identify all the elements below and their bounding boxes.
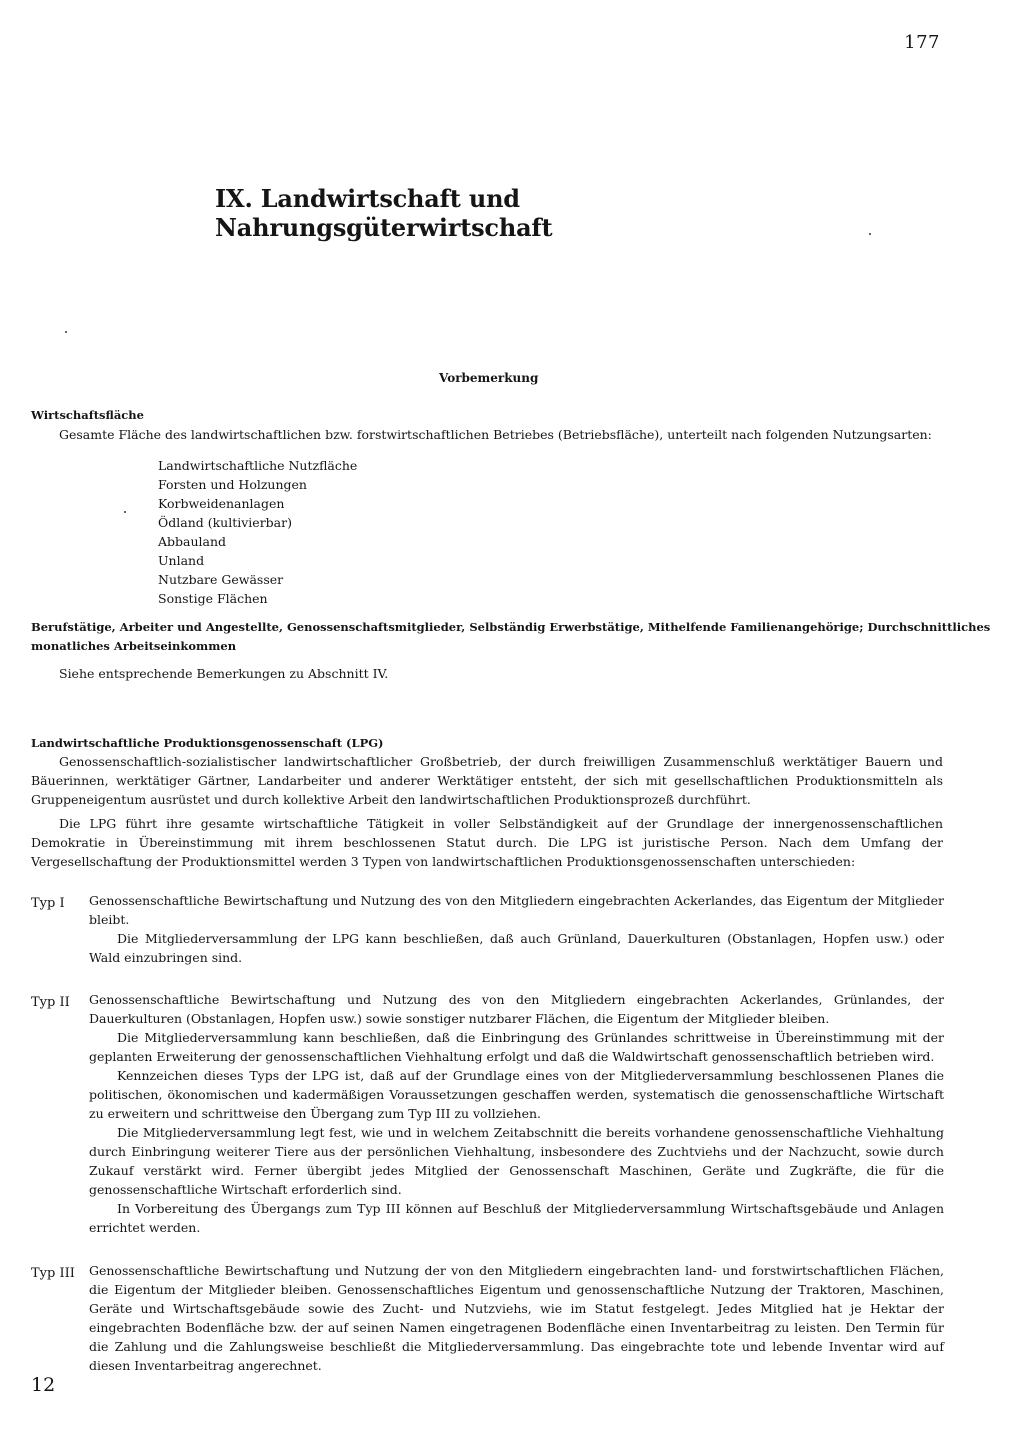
- list-item: Abbauland: [158, 534, 227, 549]
- type-description: [89, 990, 944, 1237]
- type-description: [89, 1261, 944, 1375]
- type-description: [89, 891, 944, 967]
- land-use-list: [158, 456, 357, 608]
- list-item: Forsten und Holzungen: [158, 477, 307, 492]
- list-item: Korbweidenanlagen: [158, 496, 285, 511]
- footer-number: 12: [31, 1374, 56, 1396]
- list-item: Unland: [158, 553, 205, 568]
- type-paragraph: Die Mitgliederversammlung der LPG kann beschließen, daß auch Grünland, Dauerkulturen (Obstanlagen, Hopfen usw.) oder Wald einzubringen sind.: [89, 931, 944, 965]
- type-paragraph: Kennzeichen dieses Typs der LPG ist, daß auf der Grundlage eines von der Mitgliederversammlung beschlossenen Planes die politischen, ökonomischen und kadermäßigen Voraussetzungen geschaffen werden, systematisch die genossenschaftliche Wirtschaft zu erweitern und schrittweise den Übergang zum Typ III zu vollziehen.: [89, 1068, 944, 1121]
- page-number: 177: [904, 32, 940, 53]
- type-label: Typ III: [31, 1266, 75, 1281]
- type-paragraph: Genossenschaftliche Bewirtschaftung und Nutzung des von den Mitgliedern eingebrachten Ackerlandes, das Eigentum der Mitglieder bleibt.: [89, 893, 944, 927]
- wirtschaftsflaeche-text: Gesamte Fläche des landwirtschaftlichen bzw. forstwirtschaftlichen Betriebes (Betriebsfläche), unterteilt nach folgenden Nutzungsarten:: [59, 427, 932, 442]
- lpg-heading: Landwirtschaftliche Produktionsgenossenschaft (LPG): [31, 736, 384, 750]
- list-item: Sonstige Flächen: [158, 591, 268, 606]
- lpg-paragraph-1: Genossenschaftlich-sozialistischer landwirtschaftlicher Großbetrieb, der durch freiwilligen Zusammenschluß werktätiger Bauern und Bäuerinnen, werktätiger Gärtner, Landarbeiter und anderer Werktätiger entsteht, der sich mit gesellschaftlichen Produktionsmitteln als Gruppeneigentum ausrüstet und durch kollektive Arbeit den landwirtschaftlichen Produktionsprozeß durchführt.: [31, 754, 943, 807]
- type-paragraph: Genossenschaftliche Bewirtschaftung und Nutzung der von den Mitgliedern eingebrachten land- und forstwirtschaftlichen Flächen, die Eigentum der Mitglieder bleiben. Genossenschaftliches Eigentum und genossenschaftliche Nutzung der Traktoren, Maschinen, Geräte und Wirtschaftsgebäude sowie des Zucht- und Nutzviehs, wie im Statut festgelegt. Jedes Mitglied hat je Hektar der eingebrachten Bodenfläche bzw. der auf seinen Namen eingetragenen Bodenfläche einen Inventarbeitrag zu leisten. Den Termin für die Zahlung und die Zahlungsweise beschließt die Mitgliederversammlung. Das eingebrachte tote und lebende Inventar wird auf diesen Inventarbeitrag angerechnet.: [89, 1263, 944, 1373]
- type-paragraph: In Vorbereitung des Übergangs zum Typ III können auf Beschluß der Mitgliederversammlung Wirtschaftsgebäude und Anlagen errichtet werden.: [89, 1201, 944, 1235]
- scan-speck: [65, 331, 67, 333]
- type-paragraph: Genossenschaftliche Bewirtschaftung und Nutzung des von den Mitgliedern eingebrachten Ackerlandes, Grünlandes, der Dauerkulturen (Obstanlagen, Hopfen usw.) sowie sonstiger nutzbarer Flächen, die Eigentum der Mitglieder bleiben.: [89, 992, 944, 1026]
- list-item: Ödland (kultivierbar): [158, 515, 292, 530]
- type-label: Typ I: [31, 896, 65, 911]
- list-item: Nutzbare Gewässer: [158, 572, 284, 587]
- type-paragraph: Die Mitgliederversammlung kann beschließen, daß die Einbringung des Grünlandes schrittweise in Übereinstimmung mit der geplanten Erweiterung der genossenschaftlichen Viehhaltung erfolgt und daß die Waldwirtschaft genossenschaftlich betrieben wird.: [89, 1030, 944, 1064]
- berufstaetige-heading-line2: monatliches Arbeitseinkommen: [31, 639, 237, 653]
- type-paragraph: Die Mitgliederversammlung legt fest, wie und in welchem Zeitabschnitt die bereits vorhandene genossenschaftliche Viehhaltung durch Einbringung weiterer Tiere aus der persönlichen Viehhaltung, insbesondere des Zuchtviehs und der Nachzucht, sowie durch Zukauf verstärkt wird. Ferner übergibt jedes Mitglied der Genossenschaft Maschinen, Geräte und Zugkräfte, die für die genossenschaftliche Wirtschaft erforderlich sind.: [89, 1125, 944, 1197]
- chapter-title: IX. Landwirtschaft und Nahrungsgüterwirtschaft: [215, 184, 553, 242]
- list-item: Landwirtschaftliche Nutzfläche: [158, 458, 358, 473]
- scan-speck: [869, 233, 871, 235]
- scan-speck: [124, 511, 126, 513]
- lpg-paragraph-2: Die LPG führt ihre gesamte wirtschaftliche Tätigkeit in voller Selbständigkeit auf der Grundlage der innergenossenschaftlichen Demokratie in Übereinstimmung mit ihrem beschlossenen Statut durch. Die LPG ist juristische Person. Nach dem Umfang der Vergesellschaftung der Produktionsmittel werden 3 Typen von landwirtschaftlichen Produktionsgenossenschaften unterschieden:: [31, 816, 943, 869]
- berufstaetige-heading-line1: Berufstätige, Arbeiter und Angestellte, Genossenschaftsmitglieder, Selbständig Erwerbstätige, Mithelfende Familienangehörige; Durchschnittliches: [31, 620, 991, 634]
- section-heading: Vorbemerkung: [439, 371, 539, 385]
- berufstaetige-text: Siehe entsprechende Bemerkungen zu Abschnitt IV.: [59, 666, 389, 681]
- wirtschaftsflaeche-heading: Wirtschaftsfläche: [31, 408, 144, 422]
- type-label: Typ II: [31, 995, 70, 1010]
